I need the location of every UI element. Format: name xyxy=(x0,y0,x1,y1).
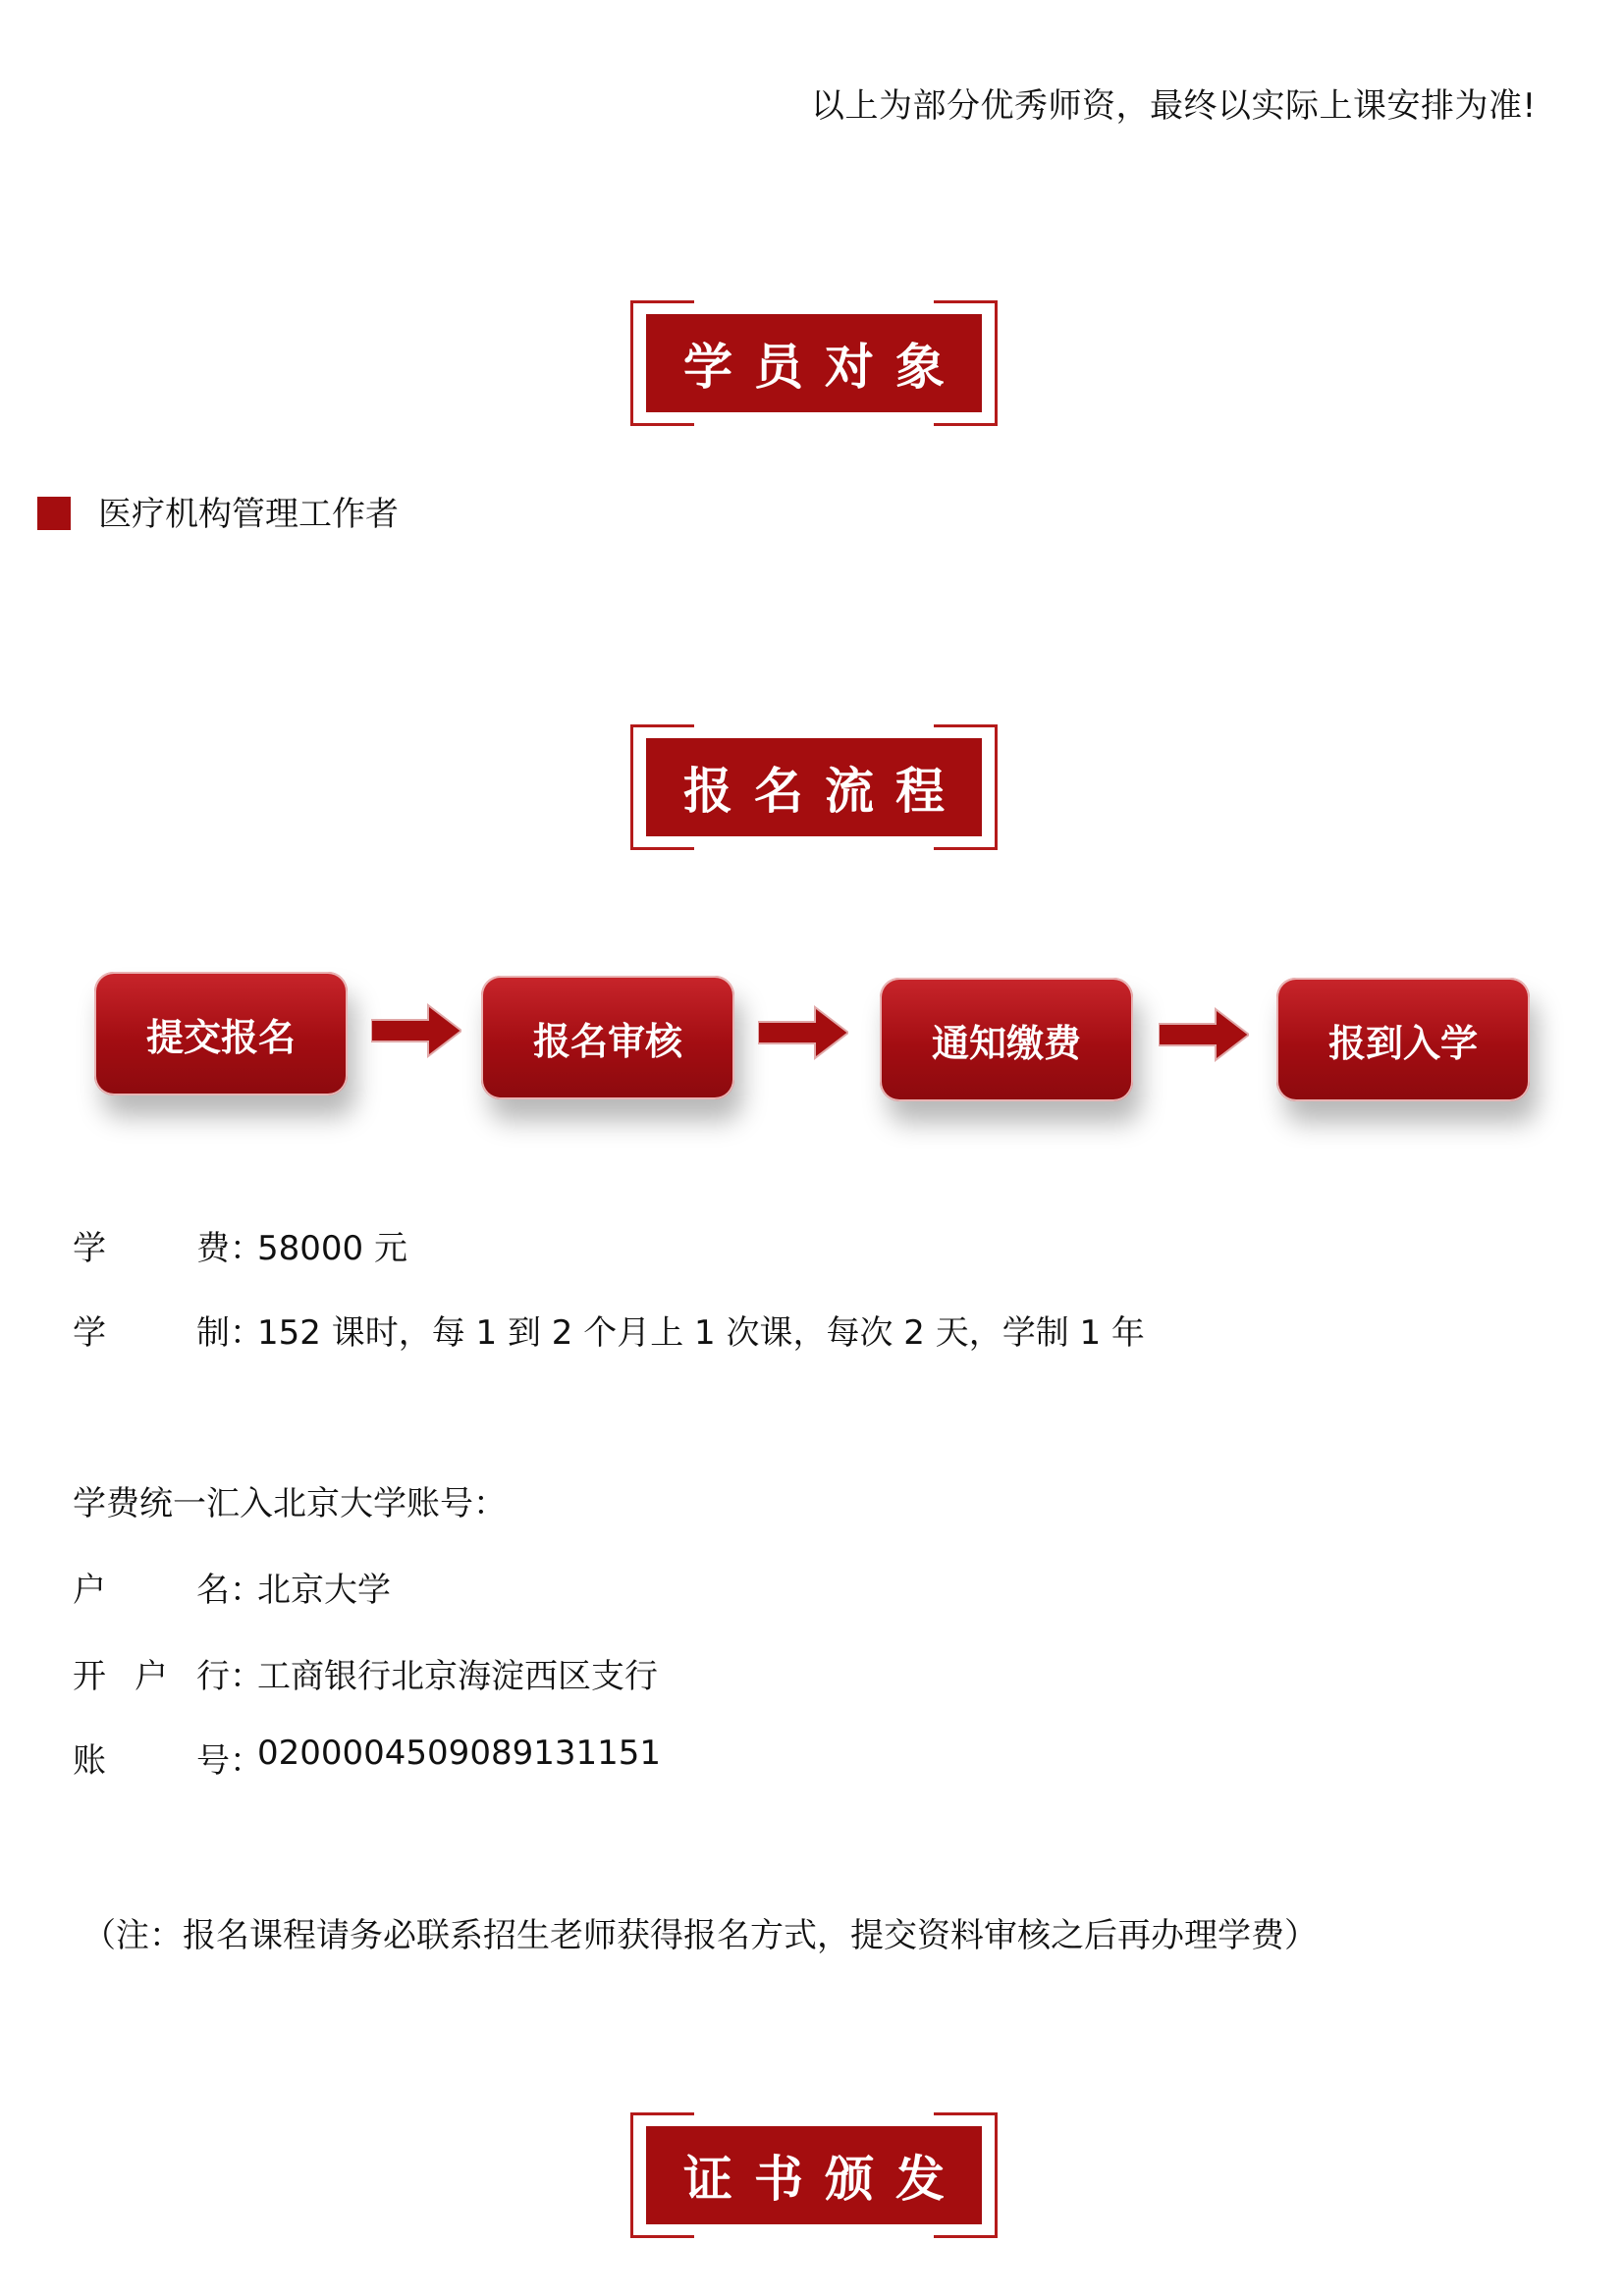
section-heading-certificate xyxy=(630,2112,998,2238)
account-intro: 学费统一汇入北京大学账号： xyxy=(73,1484,507,1523)
student-target-item: 医疗机构管理工作者 xyxy=(98,495,399,534)
account-name-value: 北京大学 xyxy=(257,1571,391,1610)
section-heading-process xyxy=(630,724,998,850)
bullet-square-icon xyxy=(37,497,71,530)
process-step-enroll: 报到入学 xyxy=(1276,978,1530,1101)
tuition-line: 学 费 ： 58000 元 xyxy=(73,1221,407,1269)
schedule-value: 152 课时，每 1 到 2 个月上 1 次课，每次 2 天，学制 1 年 xyxy=(257,1313,1145,1353)
top-note: 以上为部分优秀师资，最终以实际上课安排为准! xyxy=(811,86,1537,126)
account-bank-line: 开 户 行 ： 工商银行北京海淀西区支行 xyxy=(73,1649,658,1697)
section-heading-students xyxy=(630,300,998,426)
arrow-right-icon xyxy=(758,1005,848,1060)
process-step-payment: 通知缴费 xyxy=(880,978,1133,1101)
registration-note: （注：报名课程请务必联系招生老师获得报名方式，提交资料审核之后再办理学费） xyxy=(82,1916,1318,1955)
section-title: 学员对象 xyxy=(646,314,982,412)
tuition-value: 58000 元 xyxy=(257,1229,407,1268)
process-step-submit: 提交报名 xyxy=(94,972,348,1095)
section-title: 证书颁发 xyxy=(646,2126,982,2224)
account-number-line: 账 号 ： 0200004509089131151 xyxy=(73,1734,662,1781)
account-bank-value: 工商银行北京海淀西区支行 xyxy=(257,1657,658,1696)
process-step-review: 报名审核 xyxy=(481,976,734,1099)
arrow-right-icon xyxy=(1159,1007,1249,1062)
schedule-line: 学 制 ： 152 课时，每 1 到 2 个月上 1 次课，每次 2 天，学制 1 年 xyxy=(73,1306,1145,1354)
account-number-value: 0200004509089131151 xyxy=(257,1734,662,1773)
section-title: 报名流程 xyxy=(646,738,982,836)
account-name-line: 户 名 ： 北京大学 xyxy=(73,1563,391,1611)
arrow-right-icon xyxy=(371,1003,461,1058)
